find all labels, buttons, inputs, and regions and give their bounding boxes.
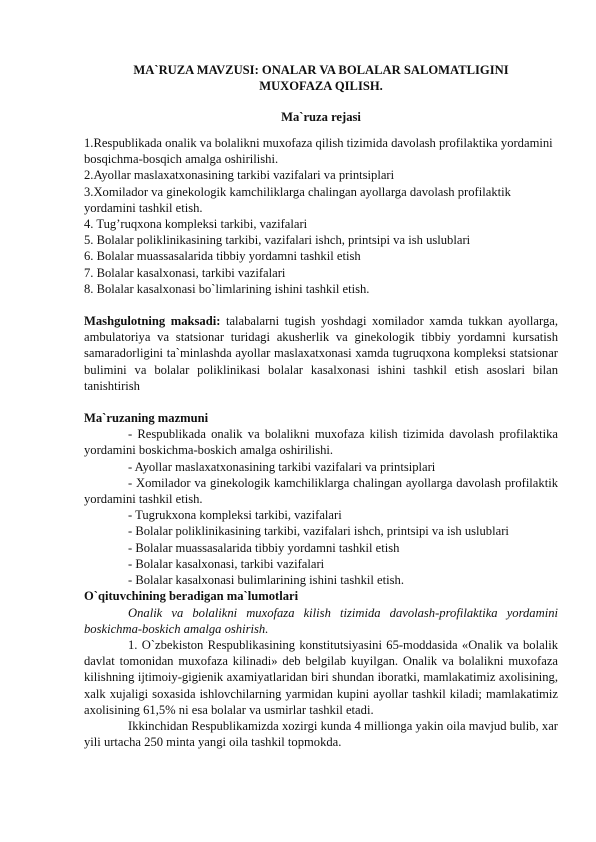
body-paragraph-2: Ikkinchidan Respublikamizda xozirgi kunda 4 millionga yakin oila mavjud bulib, xar yili urtacha 250 minta yangi oila tashkil topmokda.: [84, 718, 558, 750]
goal-paragraph: [84, 313, 558, 394]
content-heading: Ma`ruzaning mazmuni: [84, 411, 209, 426]
teacher-italic-paragraph: Onalik va bolalikni muxofaza kilish tizimida davolash-profilaktika yordamini boskichma-boskich amalga oshirish.: [84, 605, 558, 636]
content-item: - Bolalar muassasalarida tibbiy yordamni tashkil etish: [128, 540, 400, 555]
content-item: - Xomilador va ginekologik kamchiliklarga chalingan ayollarga davolash profilaktik yordamini tashkil etish.: [84, 475, 558, 507]
plan-title: Ma`ruza rejasi: [281, 109, 361, 124]
plan-item: 1.Respublikada onalik va bolalikni muxofaza qilish tizimida davolash profilaktika yordamini bosqichma-bosqich amalga oshirilishi.: [84, 136, 553, 167]
goal-label: Mashgulotning maksadi:: [84, 314, 221, 329]
content-list: [84, 426, 558, 588]
content-item: - Bolalar poliklinikasining tarkibi, vazifalari ishch, printsipi va ish uslublari: [128, 524, 509, 539]
plan-item: 4. Tug’ruqxona kompleksi tarkibi, vazifalari: [84, 217, 308, 232]
document-page: [84, 62, 558, 750]
plan-item: 2.Ayollar maslaxatxonasining tarkibi vazifalari va printsiplari: [84, 168, 395, 183]
content-item: - Bolalar kasalxonasi, tarkibi vazifalari: [128, 556, 325, 571]
body-paragraph-1: 1. O`zbekiston Respublikasining konstitutsiyasini 65-moddasida «Onalik va bolalik davlat tomonidan muxofaza kilinadi» deb belgilab kuyilgan. Onalik va bolalikni muxofaza kilishning ijtimoiy-gigienik axamiyatlaridan biri shundan iboratki, mamlakatimiz axolisining, xalk xujaligi soxasida ishlovchilarning yarmidan kupini ayollar tashkil kiladi; mamlakatimiz axolisining 61,5% ni esa bolalar va usmirlar tashkil etadi.: [84, 637, 558, 717]
title-line-2: MUXOFAZA QILISH.: [259, 79, 383, 94]
goal-text: talabalarni tugish yoshdagi xomilador xamda tukkan ayollarga, ambulatoriya va statsionar turidagi akusherlik va ginekologik tibbiy yordamni kursatish samaradorligini ta`minlashda ayollar maslaxatxonasi xamda tugruqxona kompleksi statsionar bulimini va bolalar poliklinikasi bolalar kasalxonasi ishini tashkil etish asoslari bilan tanishtirish: [84, 314, 558, 393]
content-item: - Bolalar kasalxonasi bulimlarining ishini tashkil etish.: [128, 573, 404, 588]
teacher-heading: O`qituvchining beradigan ma`lumotlari: [84, 589, 299, 604]
plan-item: 3.Xomilador va ginekologik kamchiliklarga chalingan ayollarga davolash profilaktik yordamini tashkil etish.: [84, 184, 511, 215]
content-item: - Tugrukxona kompleksi tarkibi, vazifalari: [128, 508, 342, 523]
lecture-title: [84, 62, 558, 95]
plan-item: 8. Bolalar kasalxonasi bo`limlarining ishini tashkil etish.: [84, 281, 370, 296]
plan-item: 6. Bolalar muassasalarida tibbiy yordamni tashkil etish: [84, 249, 361, 264]
title-line-1: MA`RUZA MAVZUSI: ONALAR VA BOLALAR SALOMATLIGINI: [133, 63, 509, 77]
content-item: - Respublikada onalik va bolalikni muxofaza kilish tizimida davolash profilaktika yordamini boskichma-boskich amalga oshirilishi.: [84, 427, 558, 458]
plan-list: [84, 135, 558, 297]
content-item: - Ayollar maslaxatxonasining tarkibi vazifalari va printsiplari: [128, 459, 436, 474]
plan-item: 7. Bolalar kasalxonasi, tarkibi vazifalari: [84, 265, 286, 280]
plan-item: 5. Bolalar poliklinikasining tarkibi, vazifalari ishch, printsipi va ish uslublari: [84, 233, 471, 248]
